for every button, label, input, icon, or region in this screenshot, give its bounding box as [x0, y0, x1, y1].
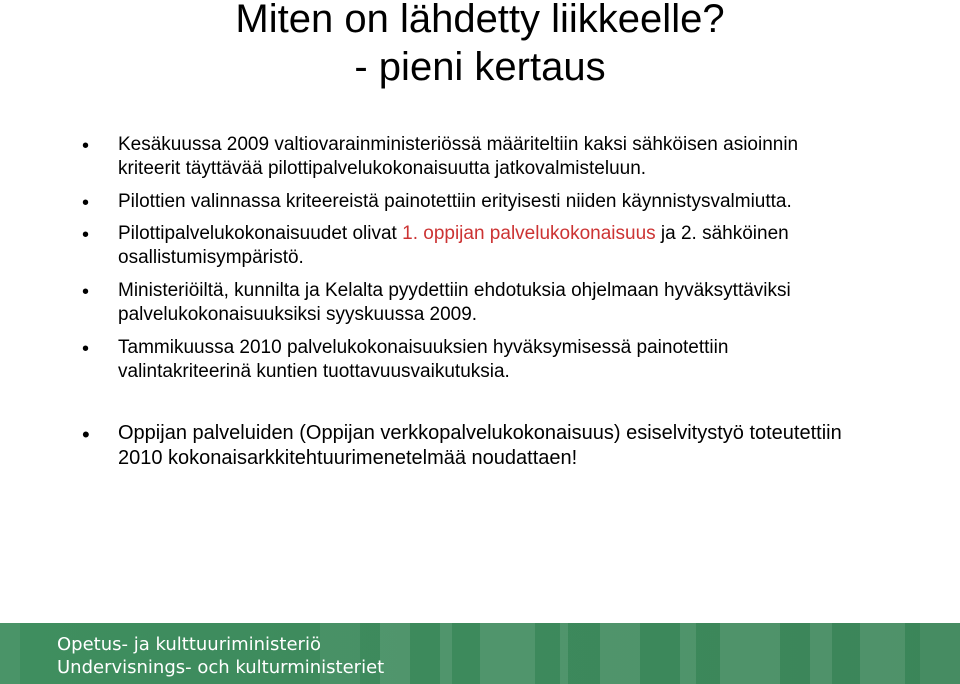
bullet-dot-icon: •: [82, 338, 90, 360]
bullet-text-post: ja 2. sähköinen: [655, 223, 789, 244]
bullet-line: Oppijan palveluiden (Oppijan verkkopalvelukokonaisuus) esiselvitystyö toteutettiin: [118, 422, 842, 444]
bullet-text: [118, 133, 918, 181]
bullet-text: [118, 190, 918, 214]
bullet-dot-icon: •: [82, 224, 90, 246]
slide-title-line-2: - pieni kertaus: [354, 45, 606, 89]
footer-bar: [0, 623, 960, 684]
bullet-text: [118, 336, 918, 384]
bullet-text: [118, 279, 918, 327]
bullet-line: Tammikuussa 2010 palvelukokonaisuuksien hyväksymisessä painotettiin: [118, 337, 729, 358]
bullet-line: Kesäkuussa 2009 valtiovarainministeriössä määriteltiin kaksi sähköisen asioinnin: [118, 134, 799, 155]
bullet-line: palvelukokonaisuuksiksi syyskuussa 2009.: [118, 304, 478, 325]
bullet-line: Ministeriöiltä, kunnilta ja Kelalta pyydettiin ehdotuksia ohjelmaan hyväksyttäviksi: [118, 280, 791, 301]
bullet-dot-icon: •: [82, 281, 90, 303]
bullet-line: Pilottien valinnassa kriteereistä painotettiin erityisesti niiden käynnistysvalmiutta.: [118, 191, 792, 212]
bullet-line: kriteerit täyttävää pilottipalvelukokonaisuutta jatkovalmisteluun.: [118, 158, 647, 179]
bullet-line: [118, 222, 918, 246]
bullet-dot-icon: •: [82, 192, 90, 214]
bullet-dot-icon: •: [82, 422, 90, 447]
slide-title-line-1: Miten on lähdetty liikkeelle?: [235, 0, 725, 41]
bullet-line: 2010 kokonaisarkkitehtuurimenetelmää noudattaen!: [118, 447, 578, 469]
bullet-dot-icon: •: [82, 135, 90, 157]
bullet-text: [118, 421, 928, 471]
bullet-text-pre: Pilottipalvelukokonaisuudet olivat: [118, 223, 403, 244]
ministry-name-sv: Undervisnings- och kulturministeriet: [57, 657, 385, 678]
bullet-text: [118, 222, 918, 270]
pilot-highlight: 1. oppijan palvelukokonaisuus: [402, 223, 656, 244]
bullet-line: valintakriteerinä kuntien tuottavuusvaikutuksia.: [118, 361, 510, 382]
ministry-name-fi: Opetus- ja kulttuuriministeriö: [57, 634, 321, 655]
bullet-line: osallistumisympäristö.: [118, 247, 304, 268]
